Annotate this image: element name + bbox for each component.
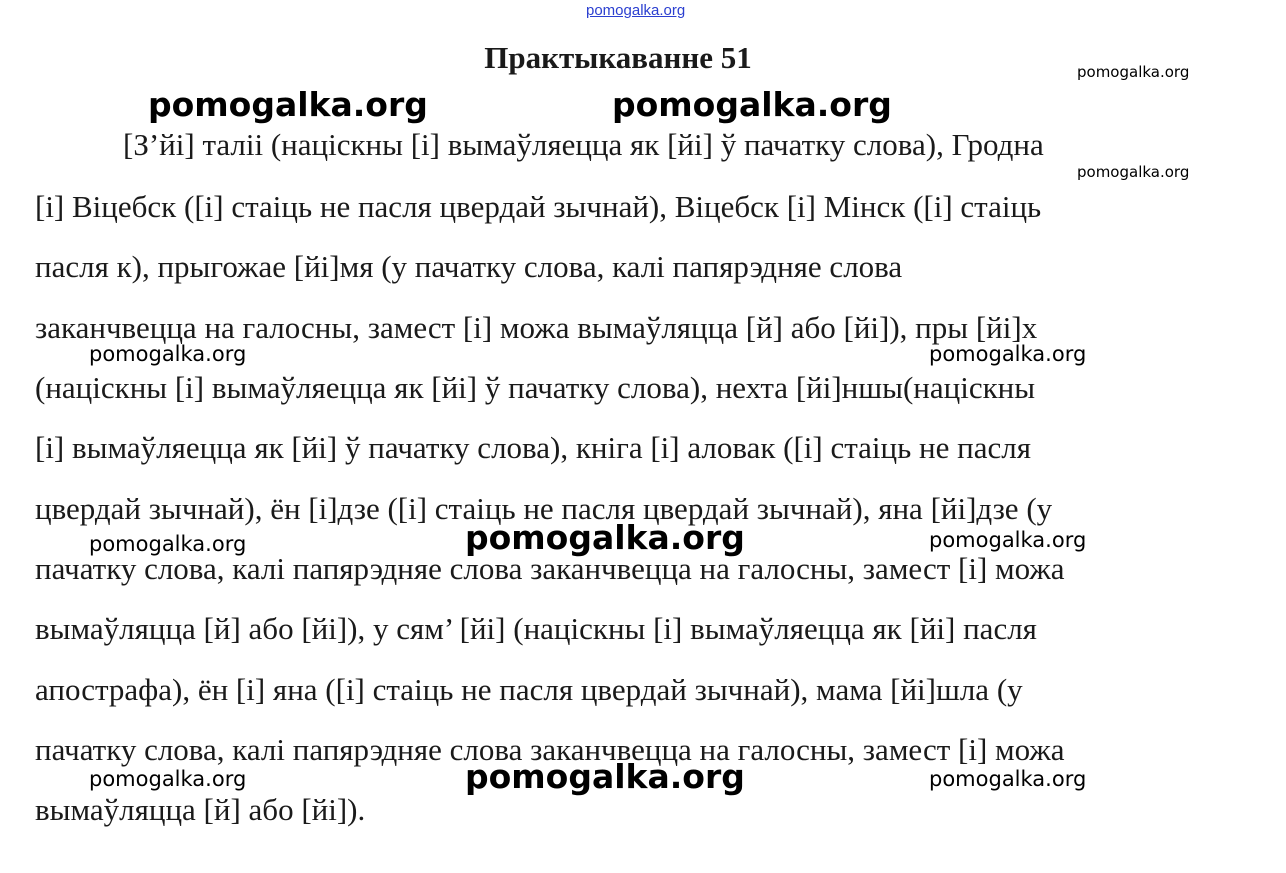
text-line-6: [і] вымаўляецца як [йі] ў пачатку слова), кніга [і] аловак ([і] стаіць не пасля [35,430,1031,465]
text-line-11: пачатку слова, калі папярэдняе слова заканчвецца на галосны, замест [і] можа [35,732,1065,767]
site-link[interactable]: pomogalka.org [586,2,686,19]
text-line-2: [і] Віцебск ([і] стаіць не пасля цвердай зычнай), Віцебск [і] Мінск ([і] стаіць [35,189,1042,224]
watermark: pomogalka.org [465,518,745,557]
text-line-7: цвердай зычнай), ён [і]дзе ([і] стаіць не пасля цвердай зычнай), яна [йі]дзе (у [35,491,1053,526]
watermark: pomogalka.org [612,85,892,124]
watermark: pomogalka.org [89,767,247,791]
text-line-12: вымаўляцца [й] або [йі]). [35,792,366,827]
exercise-title: Практыкаванне 51 [484,40,752,75]
watermark: pomogalka.org [89,342,247,366]
text-line-4: заканчвецца на галосны, замест [і] можа вымаўляцца [й] або [йі]), пры [йі]х [35,310,1038,345]
text-line-10: апострафа), ён [і] яна ([і] стаіць не пасля цвердай зычнай), мама [йі]шла (у [35,672,1023,707]
watermark: pomogalka.org [1077,163,1190,181]
watermark: pomogalka.org [929,767,1087,791]
watermark: pomogalka.org [89,532,247,556]
text-line-3: пасля к), прыгожае [йі]мя (у пачатку слова, калі папярэдняе слова [35,249,903,284]
text-line-9: вымаўляцца [й] або [йі]), у сям’ [йі] (націскны [і] вымаўляецца як [йі] пасля [35,611,1037,646]
watermark: pomogalka.org [929,342,1087,366]
watermark: pomogalka.org [929,528,1087,552]
text-line-1: [З’йі] таліі (націскны [і] вымаўляецца як [йі] ў пачатку слова), Гродна [123,127,1044,162]
text-line-8: пачатку слова, калі папярэдняе слова заканчвецца на галосны, замест [і] можа [35,551,1065,586]
watermark: pomogalka.org [465,757,745,796]
watermark: pomogalka.org [1077,63,1190,81]
watermark: pomogalka.org [148,85,428,124]
text-line-5: (націскны [і] вымаўляецца як [йі] ў пачатку слова), нехта [йі]ншы(націскны [35,370,1036,405]
